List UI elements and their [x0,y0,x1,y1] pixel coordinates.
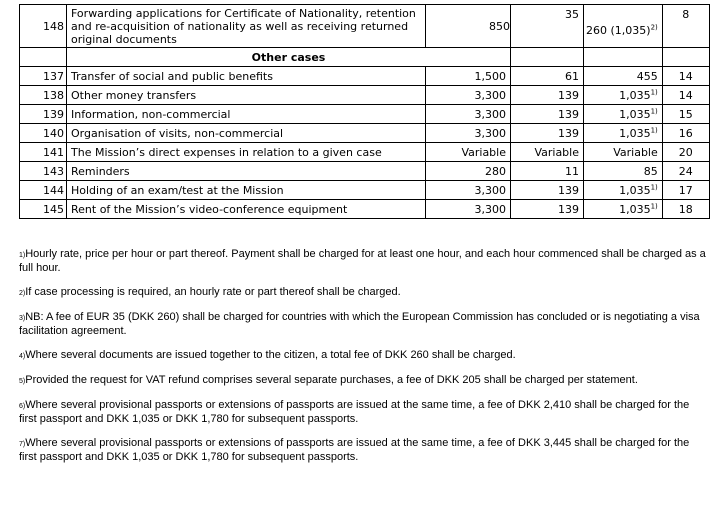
footnote-ref: 2) [650,22,658,31]
reference-column: 14 [662,86,709,105]
fee-column-3 [584,124,663,143]
footnote-number: 2) [19,290,26,297]
fee-column-1: Variable [426,143,511,162]
section-row [20,48,710,67]
blank-cell [20,48,67,67]
fee-column-1: 3,300 [426,86,511,105]
footnotes [19,248,709,464]
fee-column-3 [584,86,663,105]
reference-column: 15 [662,105,709,124]
fee-column-2: 139 [511,200,584,219]
footnote-number: 3) [19,315,26,322]
table-row [20,124,710,143]
row-description: Rent of the Mission’s video-conference equipment [67,200,426,219]
table-row [20,181,710,200]
fee-column-2: 61 [511,67,584,86]
fee-value: 1,035 [619,107,651,121]
row-number: 141 [20,143,67,162]
fee-column-2: 139 [511,86,584,105]
row-number: 143 [20,162,67,181]
blank-cell [511,48,584,67]
footnote [19,437,709,464]
row-number: 145 [20,200,67,219]
fee-column-2: 11 [511,162,584,181]
row-description: Other money transfers [67,86,426,105]
reference-column: 8 [662,5,709,48]
fee-value: 1,035 [619,88,651,102]
fee-value: 85 [643,164,658,178]
row-description: Information, non-commercial [67,105,426,124]
fee-column-1: 850 [426,5,511,48]
fee-column-3 [584,181,663,200]
fee-column-1: 1,500 [426,67,511,86]
row-number: 148 [20,5,67,48]
fee-value: Variable [613,145,658,159]
row-number: 140 [20,124,67,143]
footnote [19,248,709,275]
fee-column-1: 3,300 [426,124,511,143]
footnote-text: Where several documents are issued together to the citizen, a total fee of DKK 260 shall be charged. [25,349,516,361]
footnote-number: 4) [19,353,26,360]
fee-column-3 [584,162,663,181]
section-heading: Other cases [67,48,511,67]
row-number: 144 [20,181,67,200]
reference-column: 17 [662,181,709,200]
footnote-text: Provided the request for VAT refund comprises several separate purchases, a fee of DKK 205 shall be charged per statement. [25,374,638,386]
fee-column-3 [584,67,663,86]
footnote-text: Where several provisional passports or extensions of passports are issued at the same time, a fee of DKK 2,410 shall be charged for the first passport and DKK 1,035 or DKK 1,780 for subsequent passports. [19,399,690,425]
footnote [19,374,709,388]
footnote [19,399,709,426]
reference-column: 24 [662,162,709,181]
fee-value: 1,035 [619,202,651,216]
blank-cell [662,48,709,67]
row-number: 139 [20,105,67,124]
row-description: Forwarding applications for Certificate of Nationality, retention and re-acquisition of nationality as well as receiving returned original documents [67,5,426,48]
fee-column-2: 139 [511,105,584,124]
fee-column-1: 3,300 [426,105,511,124]
footnote-ref: 1) [650,182,658,191]
fee-column-3 [584,105,663,124]
reference-column: 20 [662,143,709,162]
footnote-ref: 1) [650,106,658,115]
fee-column-3 [584,143,663,162]
reference-column: 16 [662,124,709,143]
row-description: Reminders [67,162,426,181]
table-row [20,105,710,124]
fee-column-2: 35 [511,5,584,48]
footnote-text: If case processing is required, an hourly rate or part thereof shall be charged. [25,286,401,298]
row-number: 137 [20,67,67,86]
fee-column-1: 3,300 [426,181,511,200]
table-row [20,67,710,86]
table-row [20,143,710,162]
blank-cell [584,48,663,67]
footnote-text: NB: A fee of EUR 35 (DKK 260) shall be charged for countries with which the European Commission has concluded or is negotiating a visa facilitation agreement. [19,311,700,337]
fee-value: 260 (1,035) [586,23,651,37]
footnote-number: 6) [19,403,26,410]
row-number: 138 [20,86,67,105]
footnote [19,286,709,300]
reference-column: 14 [662,67,709,86]
table-row [20,200,710,219]
table-row [20,162,710,181]
fee-table [19,4,710,219]
fee-column-1: 280 [426,162,511,181]
footnote-text: Where several provisional passports or extensions of passports are issued at the same time, a fee of DKK 3,445 shall be charged for the first passport and DKK 1,035 or DKK 1,780 for subsequent passports. [19,437,690,463]
fee-value: 455 [636,69,658,83]
fee-column-2: 139 [511,124,584,143]
footnote-ref: 1) [650,201,658,210]
fee-column-2: 139 [511,181,584,200]
fee-column-1: 3,300 [426,200,511,219]
footnote [19,349,709,363]
footnote-number: 5) [19,378,26,385]
row-description: Transfer of social and public benefits [67,67,426,86]
fee-column-3 [584,200,663,219]
table-row [20,86,710,105]
footnote-ref: 1) [650,87,658,96]
table-row [20,5,710,48]
row-description: Organisation of visits, non-commercial [67,124,426,143]
row-description: The Mission’s direct expenses in relation to a given case [67,143,426,162]
footnote [19,311,709,338]
footnote-number: 1) [19,252,26,259]
footnote-ref: 1) [650,125,658,134]
fee-column-3 [584,5,663,48]
fee-value: 1,035 [619,126,651,140]
row-description: Holding of an exam/test at the Mission [67,181,426,200]
footnote-number: 7) [19,441,26,448]
fee-value: 1,035 [619,183,651,197]
footnote-text: Hourly rate, price per hour or part thereof. Payment shall be charged for at least one hour, and each hour commenced shall be charged as a full hour. [19,248,706,274]
fee-column-2: Variable [511,143,584,162]
reference-column: 18 [662,200,709,219]
